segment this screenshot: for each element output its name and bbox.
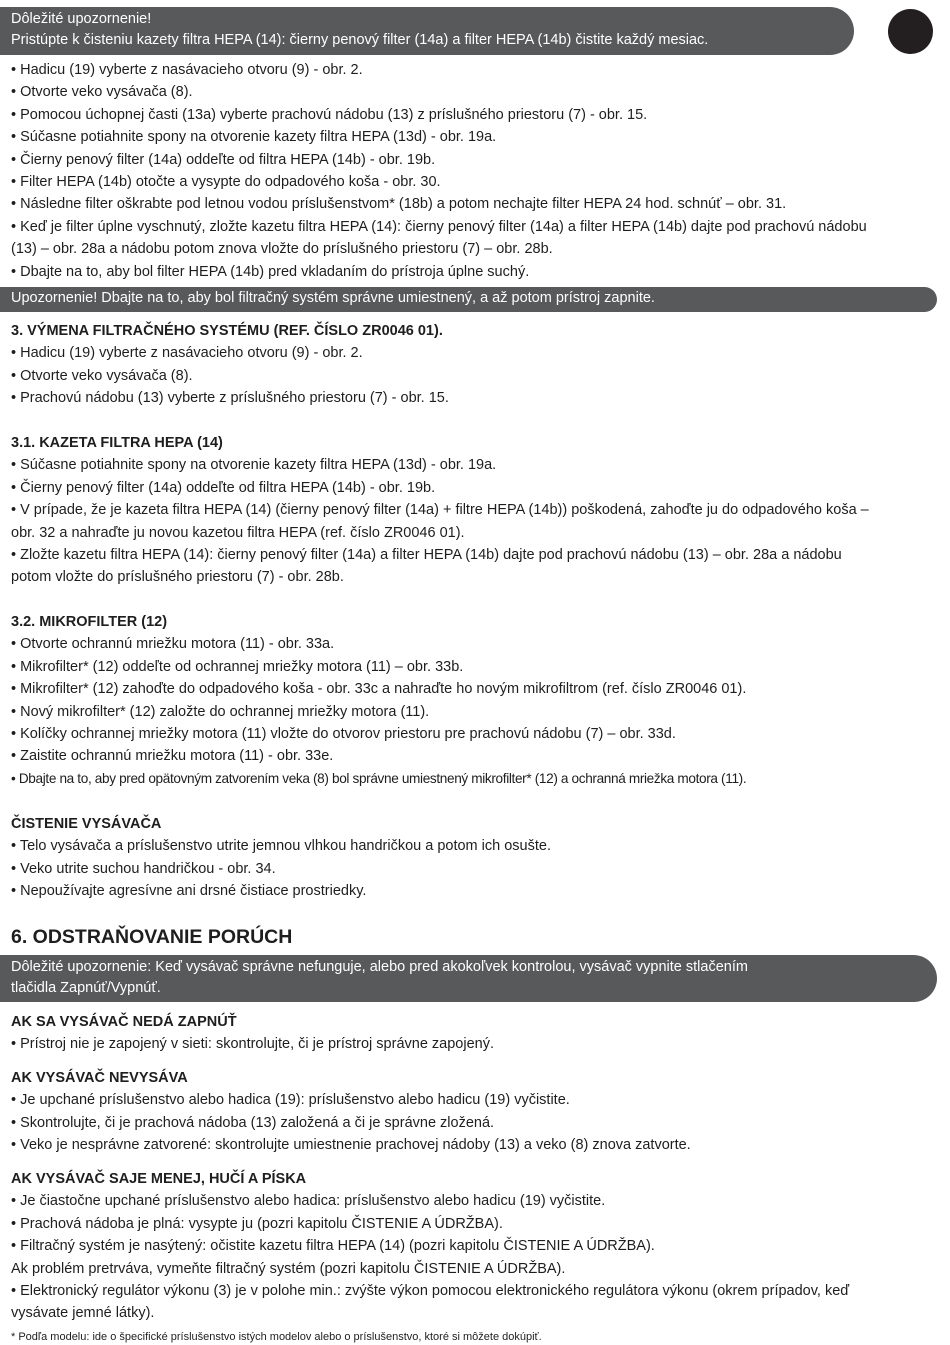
list-item: • Súčasne potiahnite spony na otvorenie kazety filtra HEPA (13d) - obr. 19a. (11, 129, 497, 146)
troubleshooting-heading (11, 924, 936, 950)
section-title: AK VYSÁVAČ NEVYSÁVA (11, 1070, 188, 1086)
list-item: • Prachová nádoba je plná: vysypte ju (pozri kapitolu ČISTENIE A ÚDRŽBA). (11, 1215, 503, 1232)
chapter-title: 6. ODSTRAŇOVANIE PORÚCH (11, 926, 293, 948)
list-item: • Zložte kazetu filtra HEPA (14): čierny penový filter (14a) a filter HEPA (14b) dajte pod prachovú nádobu (13) – obr. 28a a nádobu (11, 547, 842, 564)
footnote: * Podľa modelu: ide o špecifické príslušenstvo istých modelov alebo o príslušenstvo, ktoré si môžete dokúpiť. (11, 1331, 542, 1343)
list-item: • Filtračný systém je nasýtený: očistite kazetu filtra HEPA (14) (pozri kapitolu ČISTENIE A ÚDRŽBA). (11, 1238, 655, 1255)
warning-banner (0, 287, 937, 312)
list-item: • Filter HEPA (14b) otočte a vysypte do odpadového koša - obr. 30. (11, 174, 441, 191)
hepa-cleaning-steps (11, 59, 936, 283)
list-item: • Prístroj nie je zapojený v sieti: skontrolujte, či je prístroj správne zapojený. (11, 1036, 494, 1053)
list-item: • Skontrolujte, či je prachová nádoba (13) založená a či je správne zložená. (11, 1114, 495, 1131)
list-item: • Mikrofilter* (12) oddeľte od ochrannej mriežky motora (11) – obr. 33b. (11, 658, 464, 675)
list-item: • Veko utrite suchou handričkou - obr. 34. (11, 860, 276, 877)
cleaning-section (11, 813, 936, 903)
notice-text: tlačidla Zapnúť/Vypnúť. (11, 980, 161, 996)
section-title: 3. VÝMENA FILTRAČNÉHO SYSTÉMU (REF. ČÍSLO ZR0046 01). (11, 323, 443, 339)
list-item: • Nový mikrofilter* (12) založte do ochrannej mriežky motora (11). (11, 703, 430, 720)
important-notice-banner (0, 955, 937, 1002)
list-item: • Následne filter oškrabte pod letnou vodou príslušenstvom* (18b) a potom nechajte filter HEPA 24 hod. schnúť – obr. 31. (11, 196, 787, 213)
important-notice-banner (0, 7, 854, 55)
list-item: (13) – obr. 28a a nádobu potom znova vložte do príslušného priestoru (7) – obr. 28b. (11, 241, 553, 258)
list-item: • Otvorte veko vysávača (8). (11, 367, 193, 384)
list-item: • Kolíčky ochrannej mriežky motora (11) vložte do otvorov priestoru pre prachovú nádobu (7) – obr. 33d. (11, 726, 676, 743)
list-item: • Dbajte na to, aby bol filter HEPA (14b) pred vkladaním do prístroja úplne suchý. (11, 263, 530, 280)
list-item: • Otvorte ochrannú mriežku motora (11) - obr. 33a. (11, 636, 335, 653)
section-3-2 (11, 611, 936, 790)
section-title: ČISTENIE VYSÁVAČA (11, 816, 162, 832)
list-item: • Súčasne potiahnite spony na otvorenie kazety filtra HEPA (13d) - obr. 19a. (11, 457, 497, 474)
section-title: AK VYSÁVAČ SAJE MENEJ, HUČÍ A PÍSKA (11, 1171, 307, 1187)
list-item: • Otvorte veko vysávača (8). (11, 84, 193, 101)
list-item: • Čierny penový filter (14a) oddeľte od filtra HEPA (14b) - obr. 19b. (11, 479, 436, 496)
trouble-weak-suction (11, 1168, 936, 1325)
trouble-no-suction (11, 1067, 936, 1157)
list-item: Ak problém pretrváva, vymeňte filtračný systém (pozri kapitolu ČISTENIE A ÚDRŽBA). (11, 1260, 566, 1277)
section-title: AK SA VYSÁVAČ NEDÁ ZAPNÚŤ (11, 1014, 237, 1030)
warning-text: Upozornenie! Dbajte na to, aby bol filtračný systém správne umiestnený, a až potom prístroj zapnite. (11, 290, 655, 306)
trouble-no-start (11, 1011, 936, 1056)
list-item: • Pomocou úchopnej časti (13a) vyberte prachovú nádobu (13) z príslušného priestoru (7) - obr. 15. (11, 106, 648, 123)
footnote-block (11, 1329, 936, 1345)
list-item: • Elektronický regulátor výkonu (3) je v polohe min.: zvýšte výkon pomocou elektronického regulátora výkonu (okrem prípadov, keď (11, 1283, 850, 1300)
list-item: • Nepoužívajte agresívne ani drsné čistiace prostriedky. (11, 883, 367, 900)
list-item: • Dbajte na to, aby pred opätovným zatvorením veka (8) bol správne umiestnený mikrofilter* (12) a ochranná mriežka motora (11). (11, 770, 747, 786)
list-item: obr. 32 a nahraďte ju novou kazetou filtra HEPA (ref. číslo ZR0046 01). (11, 524, 465, 541)
notice-title: Dôležité upozornenie! (11, 11, 152, 27)
list-item: • Veko je nesprávne zatvorené: skontrolujte umiestnenie prachovej nádoby (13) a veko (8) znova zatvorte. (11, 1137, 691, 1154)
list-item: • Je upchané príslušenstvo alebo hadica (19): príslušenstvo alebo hadicu (19) vyčistite. (11, 1092, 570, 1109)
section-3 (11, 320, 936, 410)
section-title: 3.2. MIKROFILTER (12) (11, 614, 168, 630)
notice-text: Pristúpte k čisteniu kazety filtra HEPA (14): čierny penový filter (14a) a filter HEPA (14b) čistite každý mesiac. (11, 32, 709, 48)
list-item: • Zaistite ochrannú mriežku motora (11) - obr. 33e. (11, 748, 334, 765)
list-item: • Hadicu (19) vyberte z nasávacieho otvoru (9) - obr. 2. (11, 62, 363, 78)
page-marker-dot (888, 9, 933, 54)
list-item: • Čierny penový filter (14a) oddeľte od filtra HEPA (14b) - obr. 19b. (11, 151, 436, 168)
list-item: • Je čiastočne upchané príslušenstvo alebo hadica: príslušenstvo alebo hadicu (19) vyčistite. (11, 1193, 606, 1210)
list-item: • Telo vysávača a príslušenstvo utrite jemnou vlhkou handričkou a potom ich osušte. (11, 838, 551, 855)
list-item: • Hadicu (19) vyberte z nasávacieho otvoru (9) - obr. 2. (11, 345, 363, 362)
list-item: • Prachovú nádobu (13) vyberte z príslušného priestoru (7) - obr. 15. (11, 390, 449, 407)
list-item: vysávate jemné látky). (11, 1305, 155, 1322)
list-item: • V prípade, že je kazeta filtra HEPA (14) (čierny penový filter (14a) + filtre HEPA (14b)) poškodená, zahoďte ju do odpadového koša – (11, 502, 869, 519)
section-3-1 (11, 432, 936, 589)
list-item: • Mikrofilter* (12) zahoďte do odpadového koša - obr. 33c a nahraďte ho novým mikrofiltrom (ref. číslo ZR0046 01). (11, 681, 747, 698)
section-title: 3.1. KAZETA FILTRA HEPA (14) (11, 435, 223, 451)
list-item: potom vložte do príslušného priestoru (7) - obr. 28b. (11, 569, 344, 586)
list-item: • Keď je filter úplne vyschnutý, zložte kazetu filtra HEPA (14): čierny penový filter (14a) a filter HEPA (14b) dajte pod prachovú nádobu (11, 218, 867, 235)
notice-text: Dôležité upozornenie: Keď vysávač správne nefunguje, alebo pred akokoľvek kontrolou, vysávač vypnite stlačením (11, 959, 748, 975)
